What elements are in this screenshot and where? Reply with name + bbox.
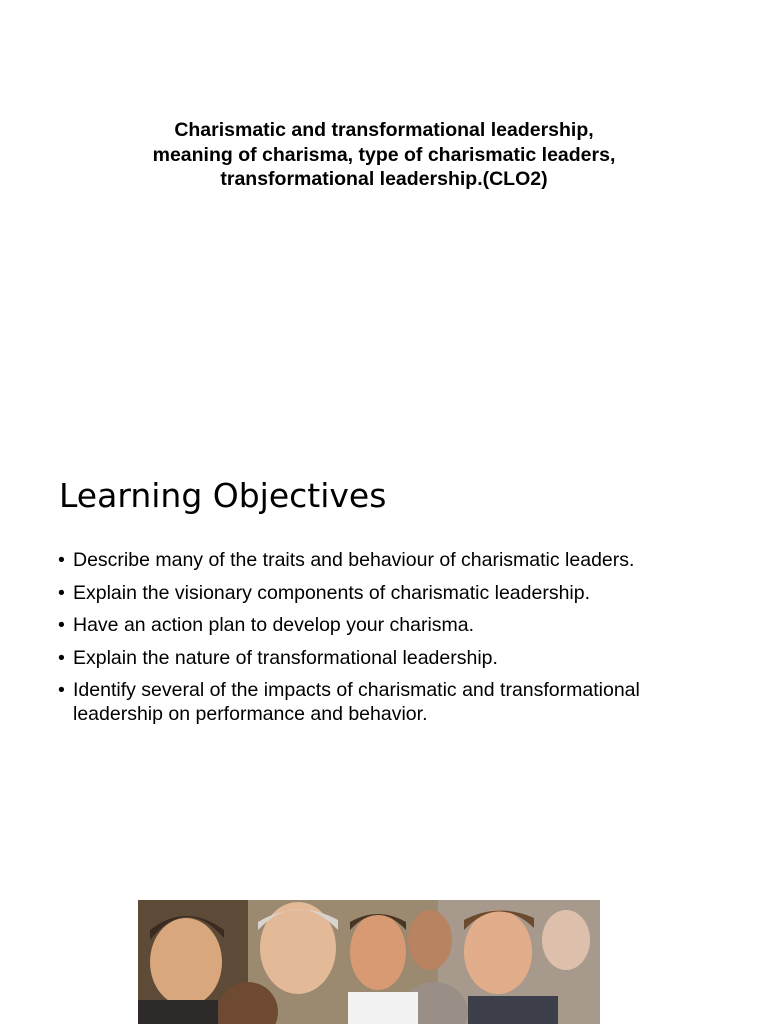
slide-title-line: Charismatic and transformational leadership, [174,119,594,141]
bullet-icon: • [58,679,65,701]
slide-title [0,118,768,192]
face-shape [542,910,590,970]
objective-text: Have an action plan to develop your charisma. [73,614,475,636]
face-shape [408,910,452,970]
bullet-icon: • [58,646,65,669]
collage-illustration [138,900,600,1024]
objective-text: Describe many of the traits and behaviour of charismatic leaders. [73,549,635,571]
leaders-collage-image [138,900,600,1024]
slide-title-line: meaning of charisma, type of charismatic leaders, [152,143,616,166]
objective-text: Explain the visionary components of charismatic leadership. [73,581,591,604]
bullet-icon: • [58,614,65,636]
objective-text: Identify several of the impacts of charismatic and transformational leadership on performance and behavior. [73,679,640,725]
face-shape [464,910,532,994]
objective-item [58,646,718,670]
bullet-icon: • [58,581,65,604]
objective-item [58,678,718,726]
slide-title-line: transformational leadership.(CLO2) [220,168,548,190]
objective-item [58,613,718,637]
objective-item [58,548,718,572]
suit-shape [468,996,558,1024]
face-shape [150,918,222,1006]
face-shape [350,914,406,990]
bullet-icon: • [58,549,65,571]
objective-text: Explain the nature of transformational leadership. [73,646,498,669]
shirt-shape [348,992,418,1024]
objectives-list [58,548,718,735]
learning-objectives-heading: Learning Objectives [59,476,387,515]
suit-shape [138,1000,218,1024]
objective-item [58,581,718,605]
